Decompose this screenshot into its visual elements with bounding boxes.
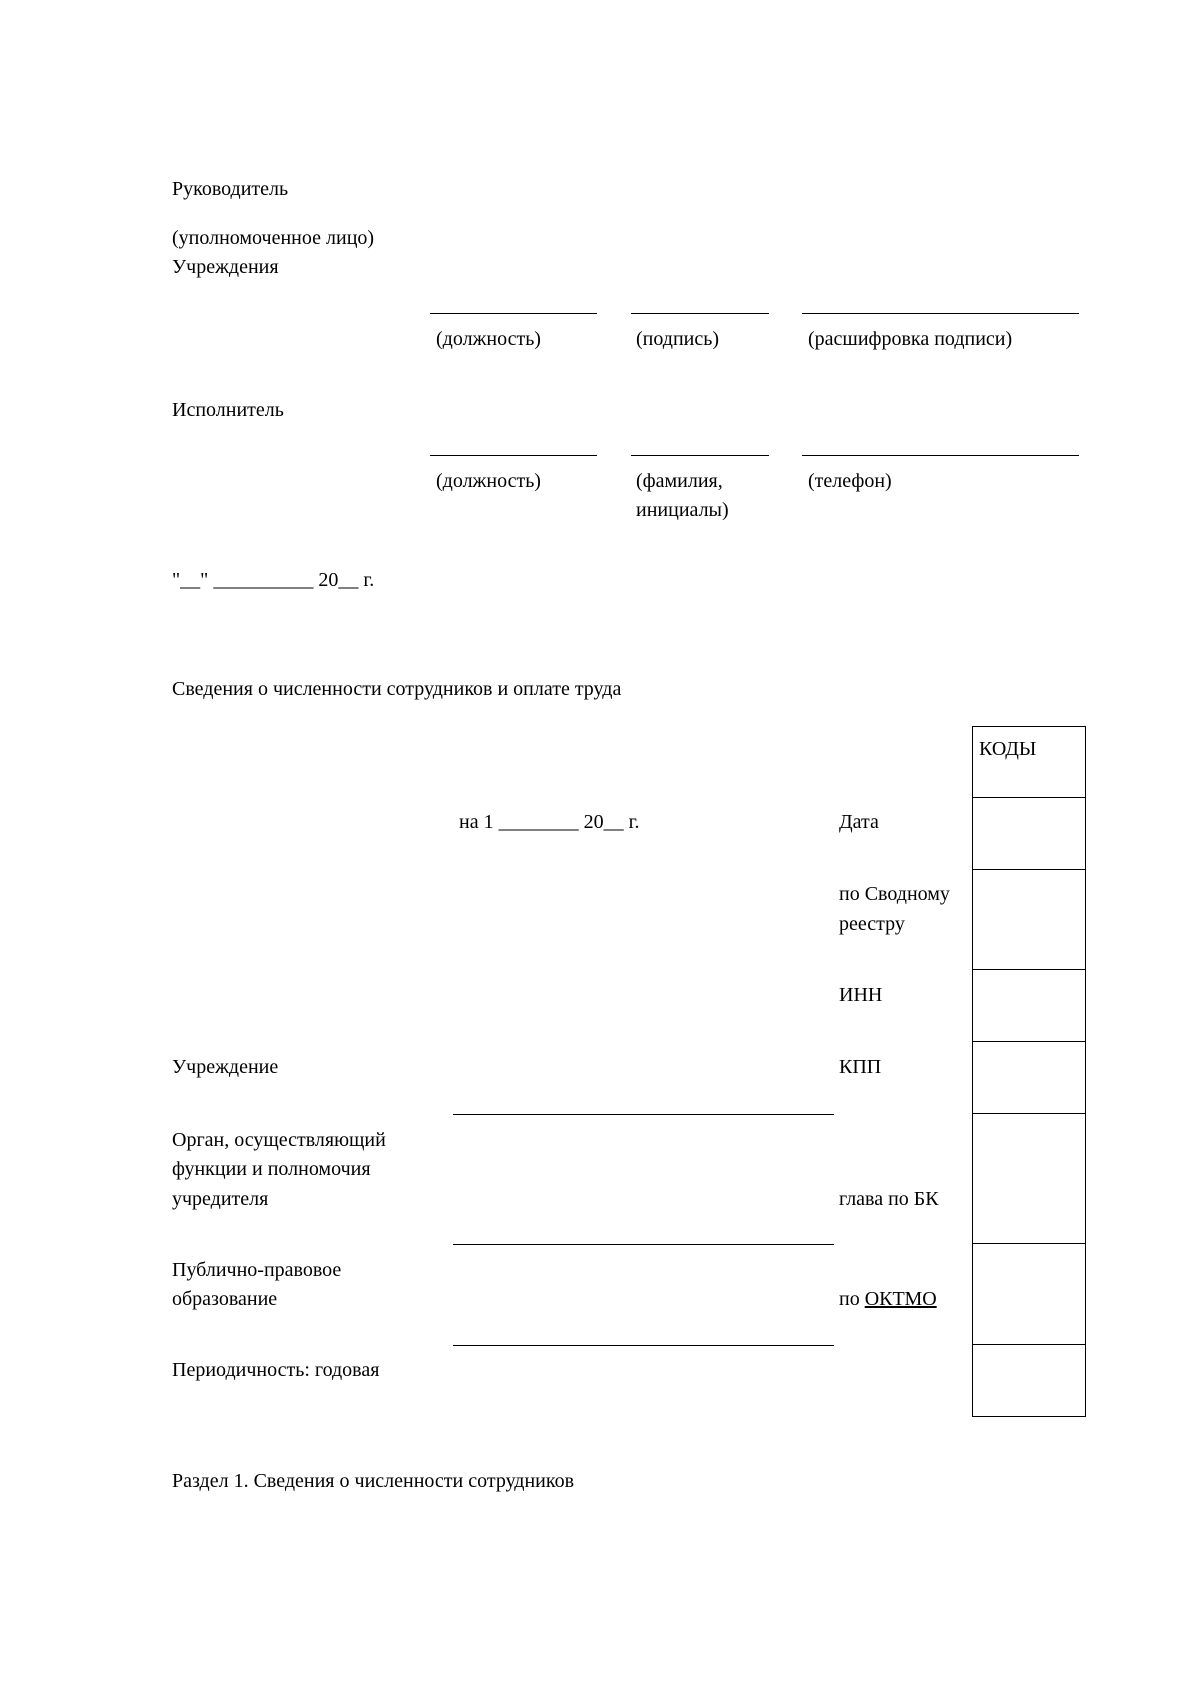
oktmo-prefix: по xyxy=(839,1288,860,1310)
kpp-label: КПП xyxy=(839,1056,882,1078)
report-title: Сведения о численности сотрудников и оплате труда xyxy=(172,678,622,700)
report-as-of-date[interactable]: на 1 ________ 20__ г. xyxy=(459,811,640,833)
head-subtitle-institution: Учреждения xyxy=(172,256,279,278)
head-signature-decoding-line[interactable] xyxy=(802,313,1079,314)
executor-name-caption-1: (фамилия, xyxy=(636,470,723,492)
head-signature-line[interactable] xyxy=(631,313,769,314)
head-subtitle-authorized: (уполномоченное лицо) xyxy=(172,227,375,249)
head-signature-decoding-caption: (расшифровка подписи) xyxy=(808,328,1013,350)
code-bk-chapter-cell[interactable] xyxy=(972,1114,1086,1244)
code-inn-cell[interactable] xyxy=(972,970,1086,1042)
founder-line[interactable] xyxy=(453,1244,834,1245)
founder-label-3: учредителя xyxy=(172,1188,269,1210)
head-signature-caption: (подпись) xyxy=(636,328,720,350)
executor-position-line[interactable] xyxy=(430,455,597,456)
code-kpp-cell[interactable] xyxy=(972,1042,1086,1114)
institution-label: Учреждение xyxy=(172,1056,279,1078)
municipality-label-2: образование xyxy=(172,1288,278,1310)
executor-name-caption-2: инициалы) xyxy=(636,499,729,521)
code-date-cell[interactable] xyxy=(972,798,1086,870)
institution-line[interactable] xyxy=(453,1114,834,1115)
municipality-label-1: Публично-правовое xyxy=(172,1259,342,1281)
founder-label-2: функции и полномочия xyxy=(172,1158,371,1180)
code-periodicity-cell[interactable] xyxy=(972,1345,1086,1417)
periodicity-label: Периодичность: годовая xyxy=(172,1359,380,1381)
register-label-1: по Сводному xyxy=(839,883,950,905)
oktmo-link[interactable]: ОКТМО xyxy=(864,1288,937,1310)
codes-header-cell xyxy=(972,726,1086,798)
codes-header: КОДЫ xyxy=(979,738,1037,760)
executor-phone-line[interactable] xyxy=(802,455,1079,456)
inn-label: ИНН xyxy=(839,984,883,1006)
executor-name-line[interactable] xyxy=(631,455,769,456)
head-position-line[interactable] xyxy=(430,313,597,314)
executor-phone-caption: (телефон) xyxy=(808,470,892,492)
oktmo-label xyxy=(839,1285,937,1314)
code-oktmo-cell[interactable] xyxy=(972,1244,1086,1345)
section-1-title: Раздел 1. Сведения о численности сотрудников xyxy=(172,1470,575,1492)
executor-title: Исполнитель xyxy=(172,399,284,421)
head-position-caption: (должность) xyxy=(436,328,541,350)
municipality-line[interactable] xyxy=(453,1345,834,1346)
bk-chapter-label: глава по БК xyxy=(839,1188,939,1210)
register-label-2: реестру xyxy=(839,913,905,935)
date-label: Дата xyxy=(839,811,879,833)
head-title: Руководитель xyxy=(172,178,289,200)
executor-position-caption: (должность) xyxy=(436,470,541,492)
code-register-cell[interactable] xyxy=(972,870,1086,970)
signature-date[interactable]: "__" __________ 20__ г. xyxy=(172,569,375,591)
founder-label-1: Орган, осуществляющий xyxy=(172,1129,386,1151)
